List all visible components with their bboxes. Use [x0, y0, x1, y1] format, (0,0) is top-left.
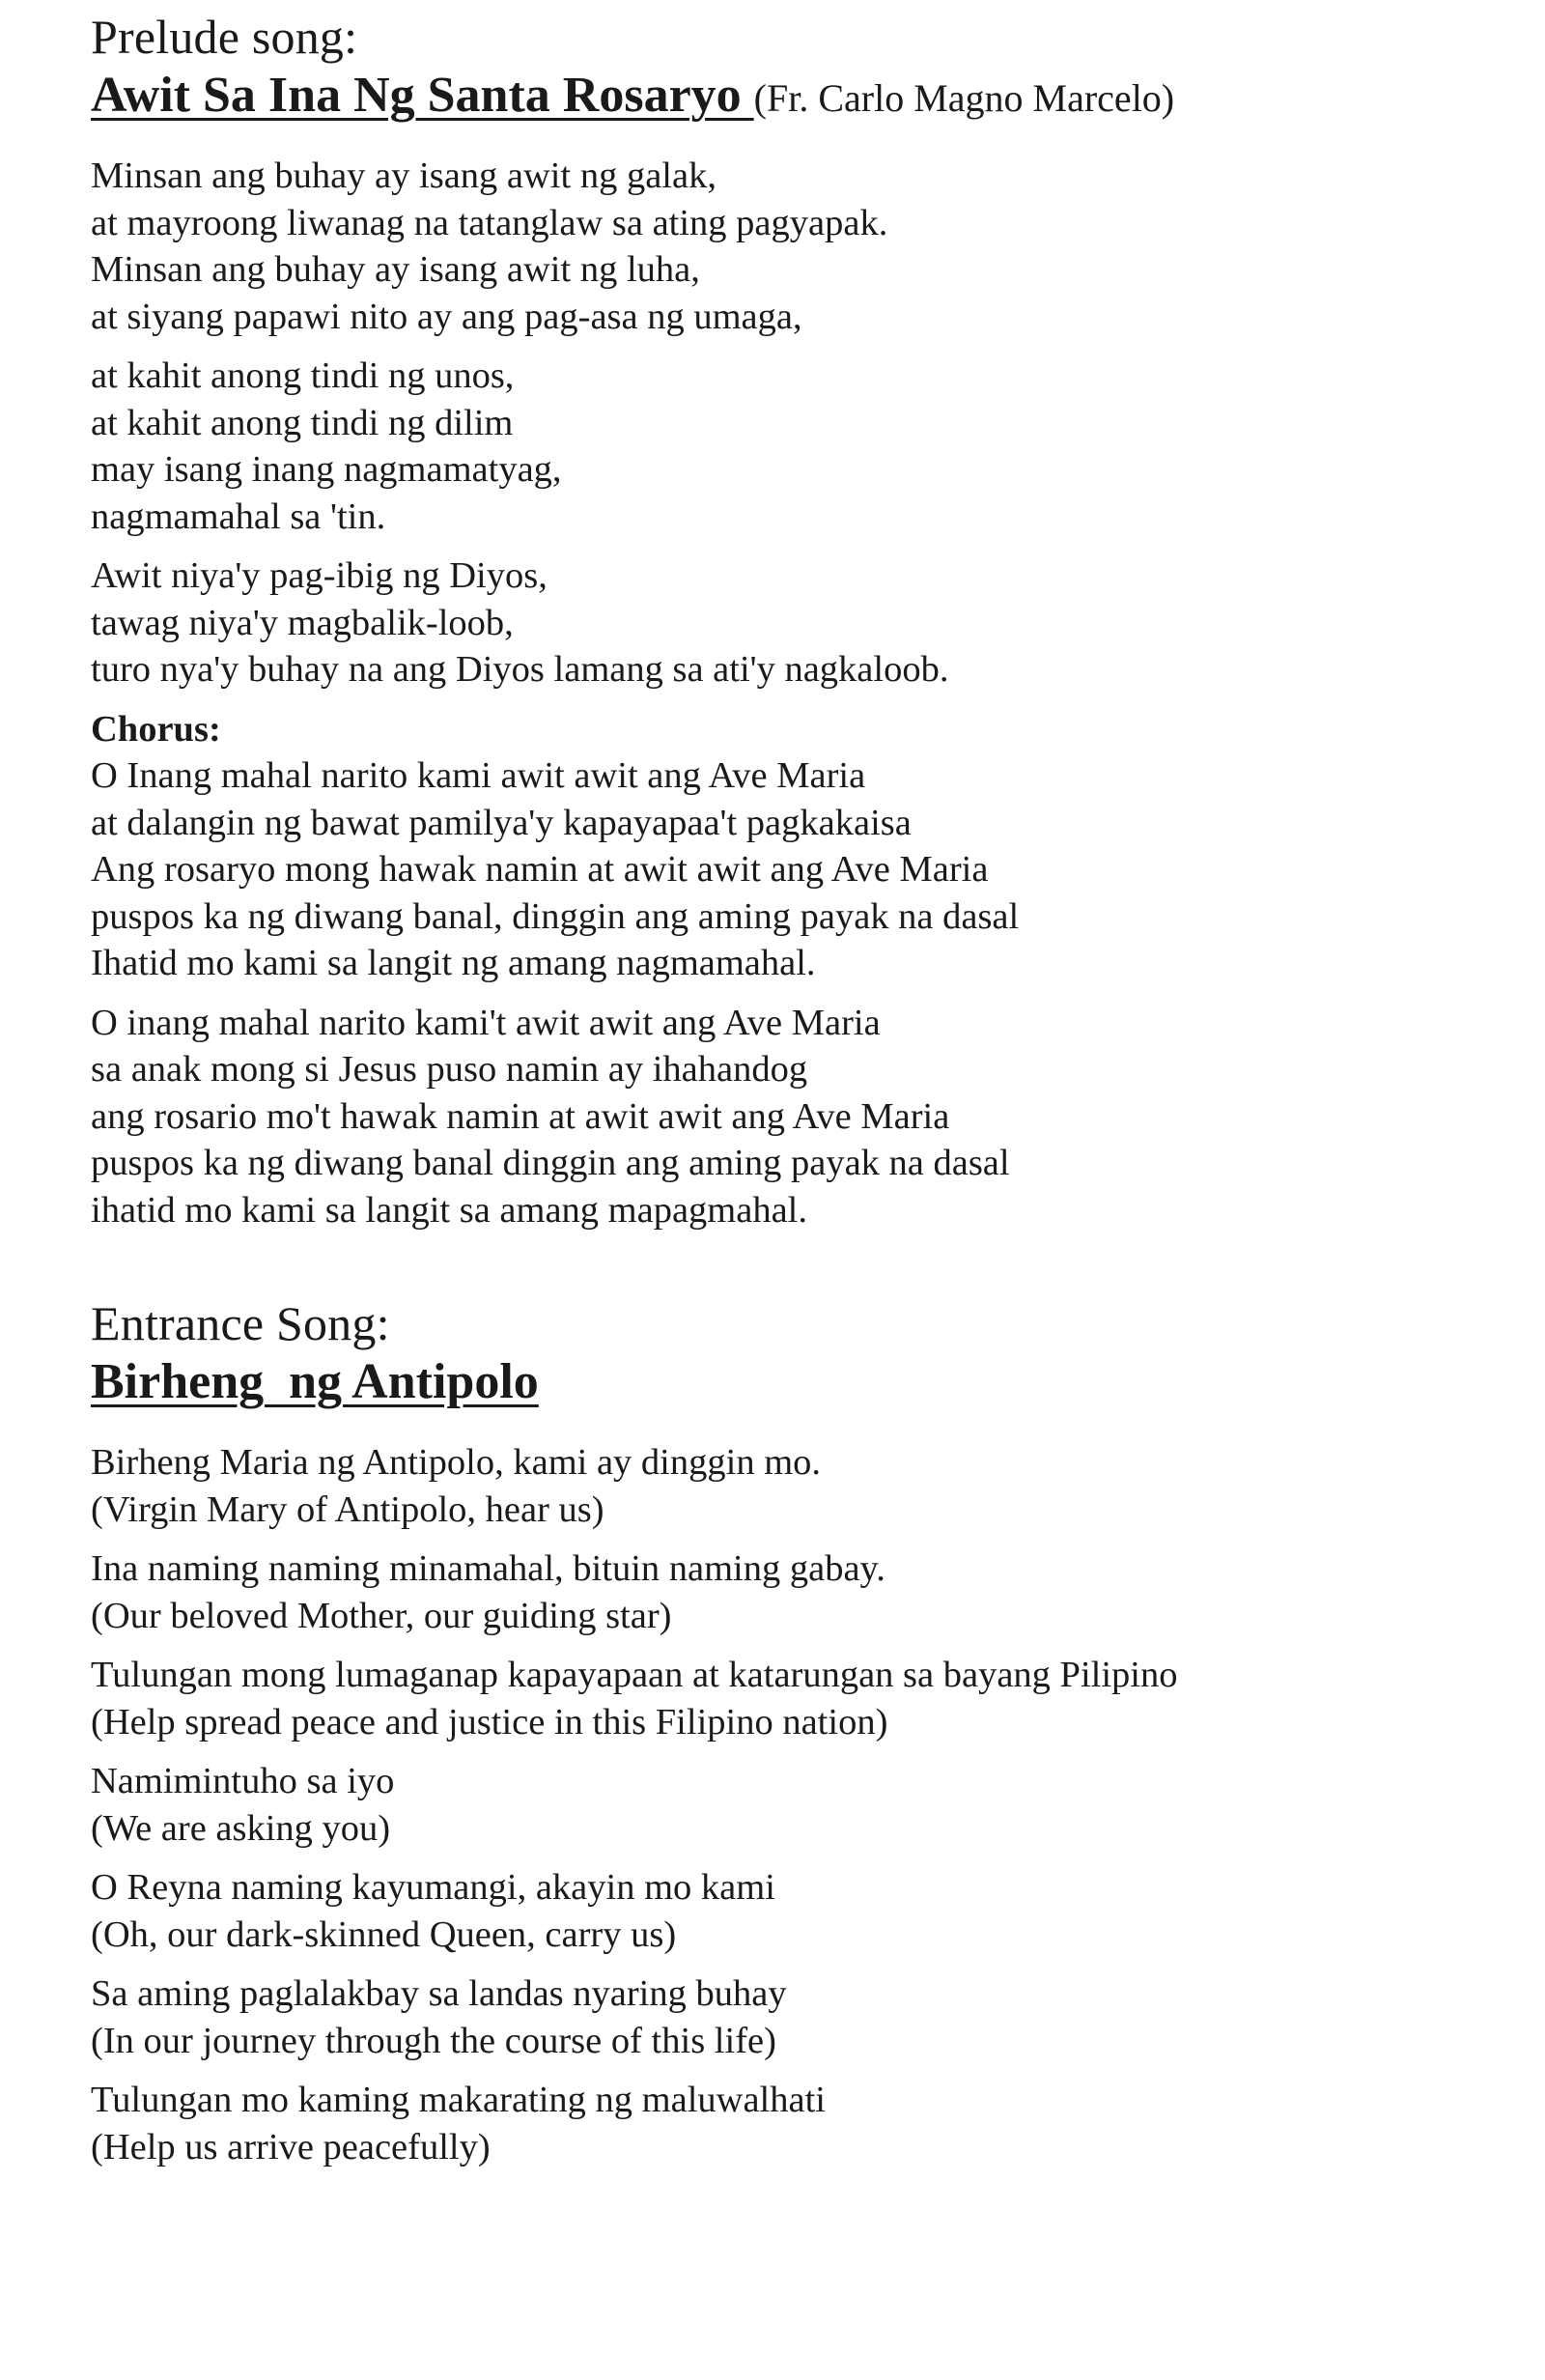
- entrance-stanza: [91, 1970, 1501, 2064]
- lyric-line: Ina naming naming minamahal, bituin naming gabay.: [91, 1548, 885, 1589]
- lyric-line: Awit niya'y pag-ibig ng Diyos,: [91, 555, 548, 596]
- lyric-line: at kahit anong tindi ng unos,: [91, 355, 515, 396]
- lyric-line: O Reyna naming kayumangi, akayin mo kami: [91, 1867, 775, 1908]
- lyric-line: at mayroong liwanag na tatanglaw sa ating pagyapak.: [91, 202, 888, 243]
- lyric-line: O inang mahal narito kami't awit awit ang Ave Maria: [91, 1002, 881, 1043]
- lyric-line: ang rosario mo't hawak namin at awit awit ang Ave Maria: [91, 1095, 950, 1137]
- lyric-line: puspos ka ng diwang banal, dinggin ang aming payak na dasal: [91, 895, 1020, 937]
- lyric-line: Ihatid mo kami sa langit ng amang nagmamahal.: [91, 943, 816, 983]
- lyric-line: tawag niya'y magbalik-loob,: [91, 602, 514, 643]
- lyric-line: ihatid mo kami sa langit sa amang mapagmahal.: [91, 1189, 807, 1231]
- lyric-line: Ang rosaryo mong hawak namin at awit awit ang Ave Maria: [91, 849, 989, 890]
- lyric-line: O Inang mahal narito kami awit awit ang Ave Maria: [91, 755, 866, 796]
- lyric-line: Namimintuho sa iyo: [91, 1761, 395, 1801]
- lyric-line: Minsan ang buhay ay isang awit ng luha,: [91, 249, 700, 290]
- lyric-line: Minsan ang buhay ay isang awit ng galak,: [91, 156, 716, 196]
- lyric-line: Tulungan mo kaming makarating ng maluwalhati: [91, 2080, 826, 2120]
- translation-line: (Virgin Mary of Antipolo, hear us): [91, 1488, 604, 1530]
- entrance-section: [91, 1294, 1501, 2170]
- entrance-heading: Entrance Song:: [91, 1296, 390, 1350]
- song-sheet: [91, 8, 1501, 2183]
- prelude-composer: (Fr. Carlo Magno Marcelo): [753, 76, 1175, 120]
- prelude-song-title: Awit Sa Ina Ng Santa Rosaryo: [91, 68, 754, 123]
- section-spacer: [91, 1246, 1501, 1294]
- translation-line: (Help spread peace and justice in this Filipino nation): [91, 1701, 888, 1742]
- lyric-line: puspos ka ng diwang banal dinggin ang aming payak na dasal: [91, 1143, 1010, 1183]
- translation-line: (Help us arrive peacefully): [91, 2126, 491, 2168]
- prelude-stanza: [91, 552, 1501, 694]
- translation-line: (Oh, our dark-skinned Queen, carry us): [91, 1913, 677, 1955]
- entrance-title-line: [91, 1352, 1501, 1424]
- chorus-label: Chorus:: [91, 708, 221, 750]
- prelude-stanza: [91, 353, 1501, 540]
- prelude-title-line: [91, 66, 1501, 137]
- entrance-song-title: Birheng ng Antipolo: [91, 1354, 539, 1409]
- lyric-line: Tulungan mong lumaganap kapayapaan at katarungan sa bayang Pilipino: [91, 1655, 1178, 1695]
- lyric-line: Sa aming paglalakbay sa landas nyaring buhay: [91, 1973, 787, 2014]
- lyric-line: at kahit anong tindi ng dilim: [91, 402, 514, 443]
- entrance-stanza: [91, 1864, 1501, 1958]
- prelude-heading: Prelude song:: [91, 10, 358, 64]
- chorus-stanza: [91, 706, 1501, 987]
- lyric-line: at siyang papawi nito ay ang pag-asa ng umaga,: [91, 296, 802, 337]
- entrance-stanza: [91, 1439, 1501, 1533]
- entrance-stanza: [91, 2077, 1501, 2170]
- translation-line: (In our journey through the course of this life): [91, 2020, 776, 2061]
- entrance-stanza: [91, 1545, 1501, 1639]
- lyric-line: nagmamahal sa 'tin.: [91, 496, 386, 537]
- lyric-line: may isang inang nagmamatyag,: [91, 449, 562, 490]
- entrance-stanza: [91, 1652, 1501, 1745]
- prelude-stanza: [91, 1000, 1501, 1234]
- lyric-line: sa anak mong si Jesus puso namin ay ihahandog: [91, 1049, 808, 1090]
- translation-line: (Our beloved Mother, our guiding star): [91, 1595, 672, 1636]
- lyric-line: Birheng Maria ng Antipolo, kami ay dinggin mo.: [91, 1442, 822, 1483]
- entrance-stanza: [91, 1758, 1501, 1852]
- prelude-section: [91, 8, 1501, 1233]
- lyric-line: at dalangin ng bawat pamilya'y kapayapaa't pagkakaisa: [91, 802, 912, 843]
- translation-line: (We are asking you): [91, 1807, 391, 1849]
- lyric-line: turo nya'y buhay na ang Diyos lamang sa ati'y nagkaloob.: [91, 649, 949, 690]
- prelude-stanza: [91, 153, 1501, 340]
